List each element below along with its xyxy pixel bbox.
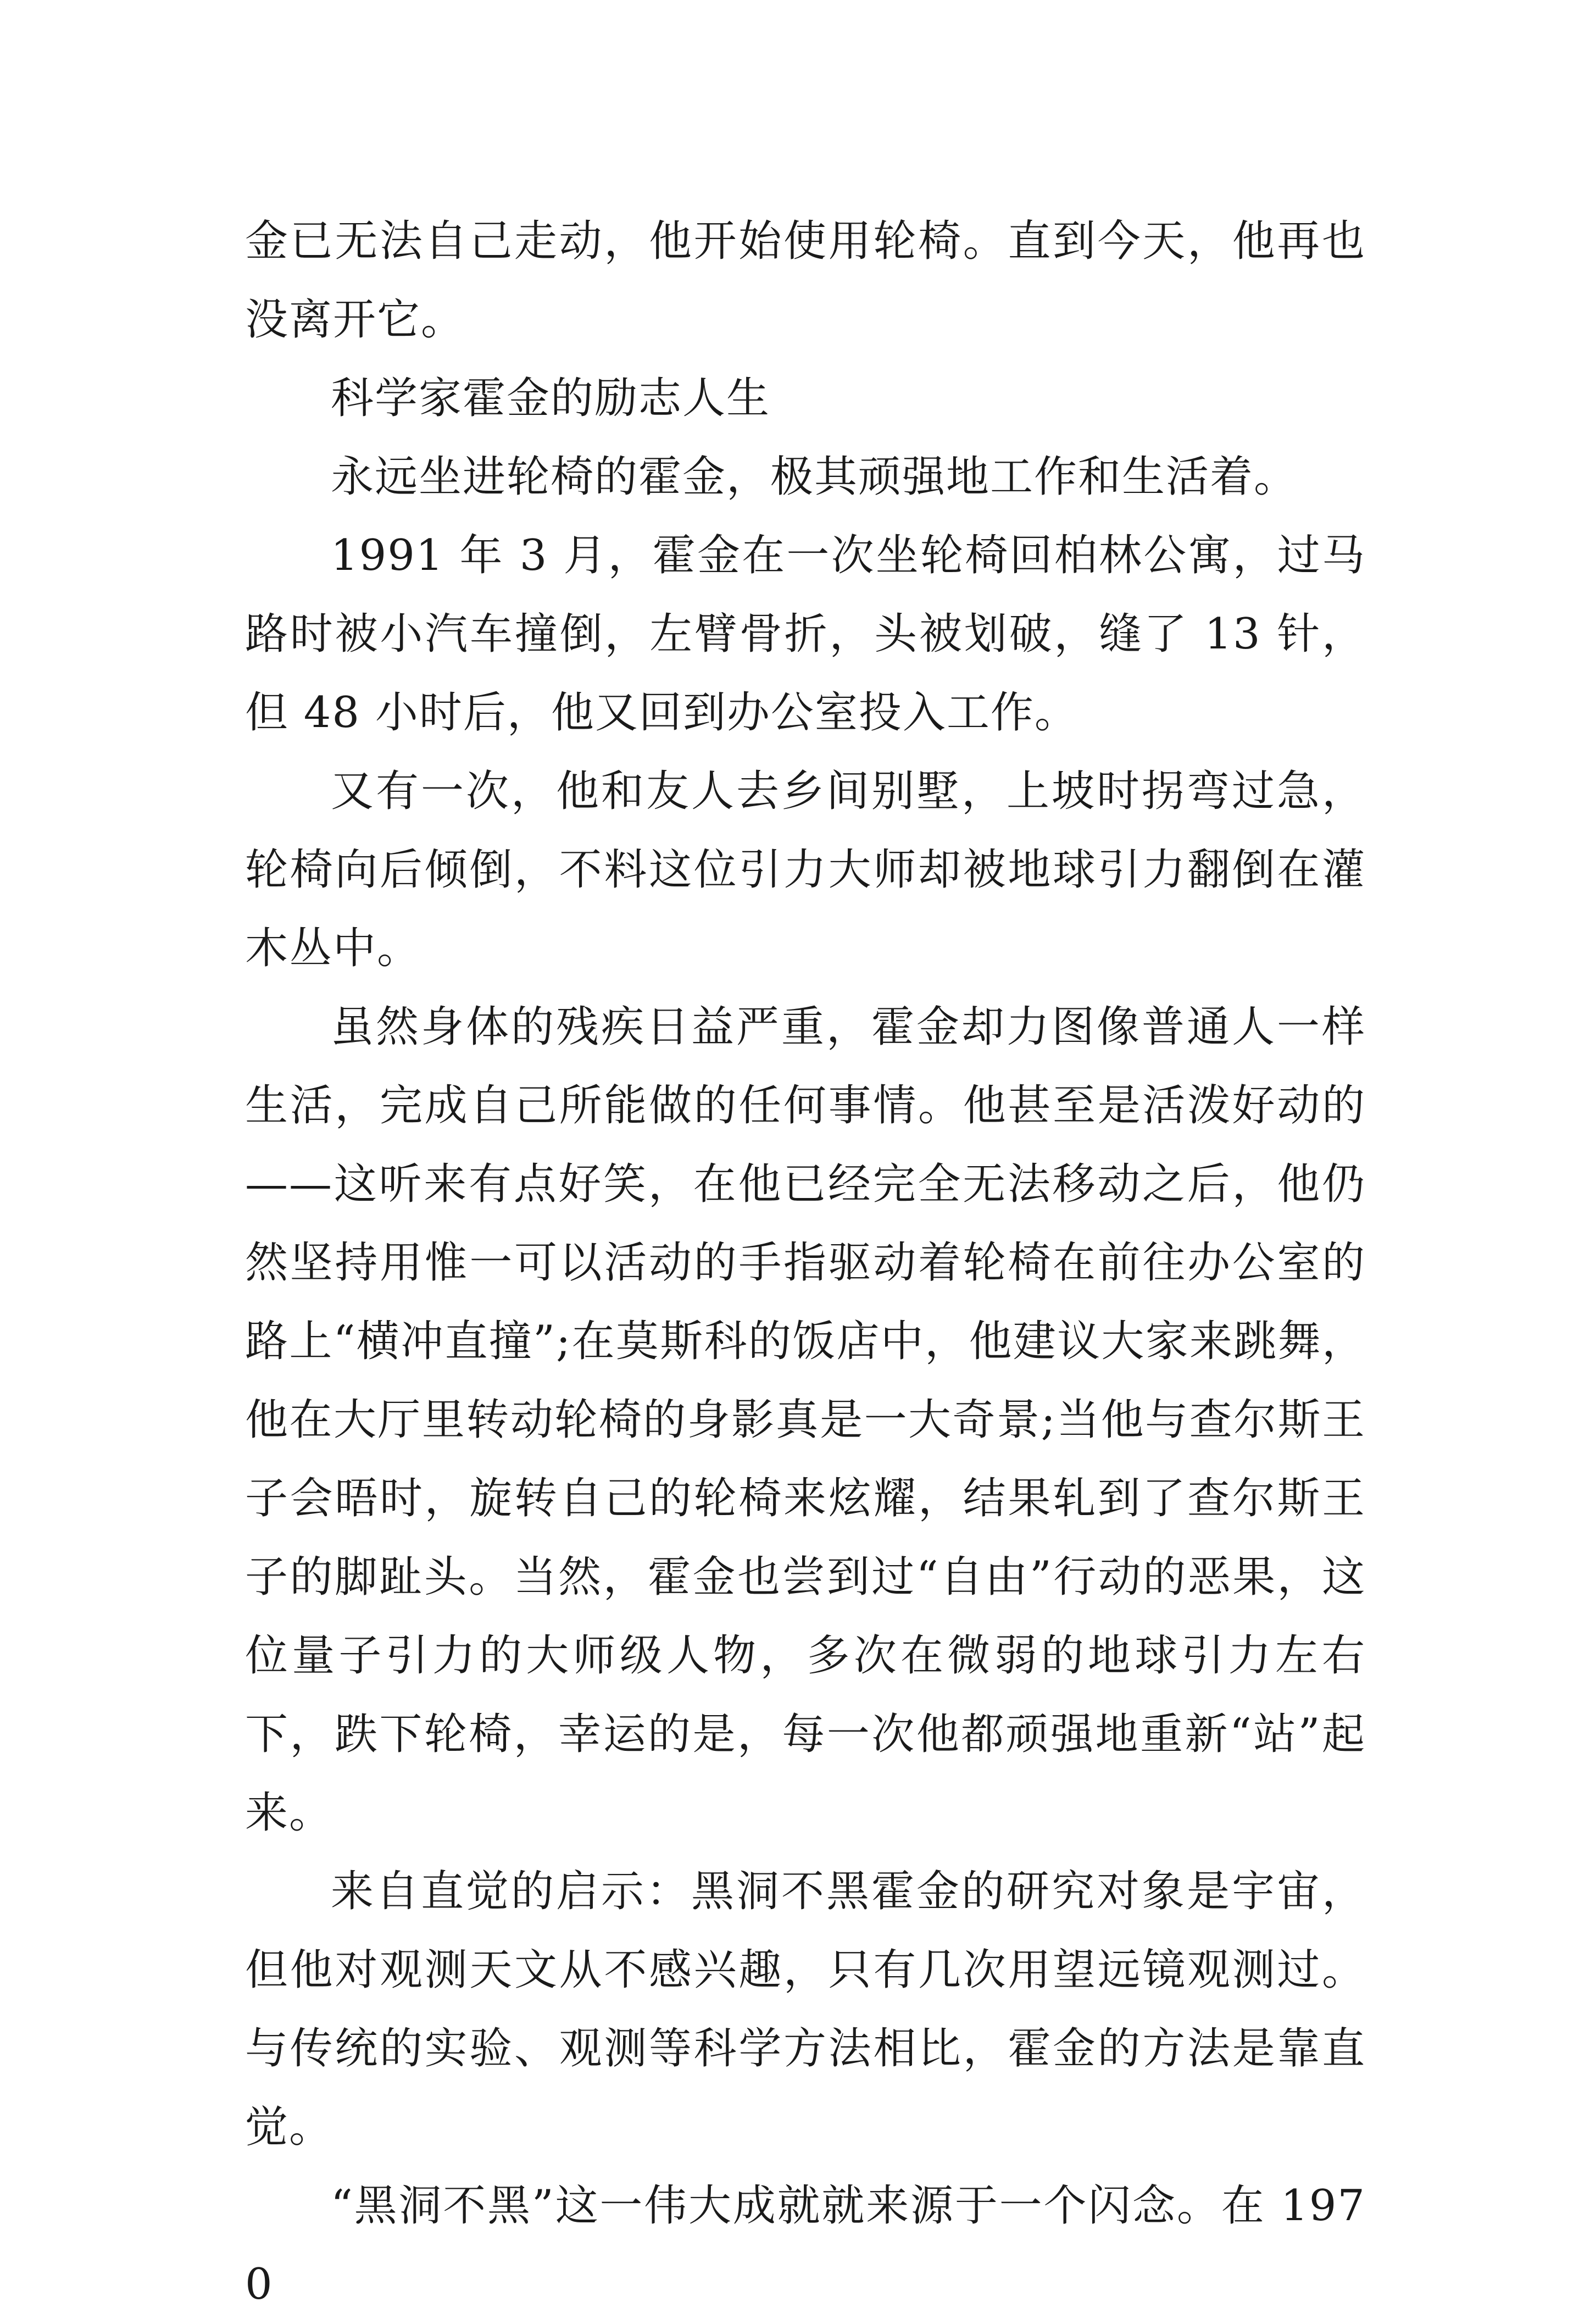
paragraph: 又有一次，他和友人去乡间别墅，上坡时拐弯过急，轮椅向后倾倒，不料这位引力大师却被地球引力翻倒在灌木丛中。	[245, 767, 1366, 973]
paragraph-continuation: 金已无法自己走动，他开始使用轮椅。直到今天，他再也没离开它。	[245, 217, 1366, 345]
paragraph: 虽然身体的残疾日益严重，霍金却力图像普通人一样生活，完成自己所能做的任何事情。他甚至是活泼好动的——这听来有点好笑，在他已经完全无法移动之后，他仍然坚持用惟一可以活动的手指驱动着轮椅在前往办公室的路上“横冲直撞”;在莫斯科的饭店中，他建议大家来跳舞，他在大厅里转动轮椅的身影真是一大奇景;当他与查尔斯王子会晤时，旋转自己的轮椅来炫耀，结果轧到了查尔斯王子的脚趾头。当然，霍金也尝到过“自由”行动的恶果，这位量子引力的大师级人物，多次在微弱的地球引力左右下，跌下轮椅，幸运的是，每一次他都顽强地重新“站”起来。	[245, 1002, 1366, 1838]
paragraph: “黑洞不黑”这一伟大成就就来源于一个闪念。在 1970	[245, 2181, 1366, 2309]
document-body	[245, 202, 1366, 2324]
paragraph: 永远坐进轮椅的霍金，极其顽强地工作和生活着。	[331, 452, 1298, 502]
paragraph: 来自直觉的启示：黑洞不黑霍金的研究对象是宇宙，但他对观测天文从不感兴趣，只有几次用望远镜观测过。与传统的实验、观测等科学方法相比，霍金的方法是靠直觉。	[245, 1867, 1366, 2152]
paragraph: 1991 年 3 月，霍金在一次坐轮椅回柏林公寓，过马路时被小汽车撞倒，左臂骨折，头被划破，缝了 13 针，但 48 小时后，他又回到办公室投入工作。	[245, 531, 1366, 737]
section-heading: 科学家霍金的励志人生	[331, 374, 771, 423]
